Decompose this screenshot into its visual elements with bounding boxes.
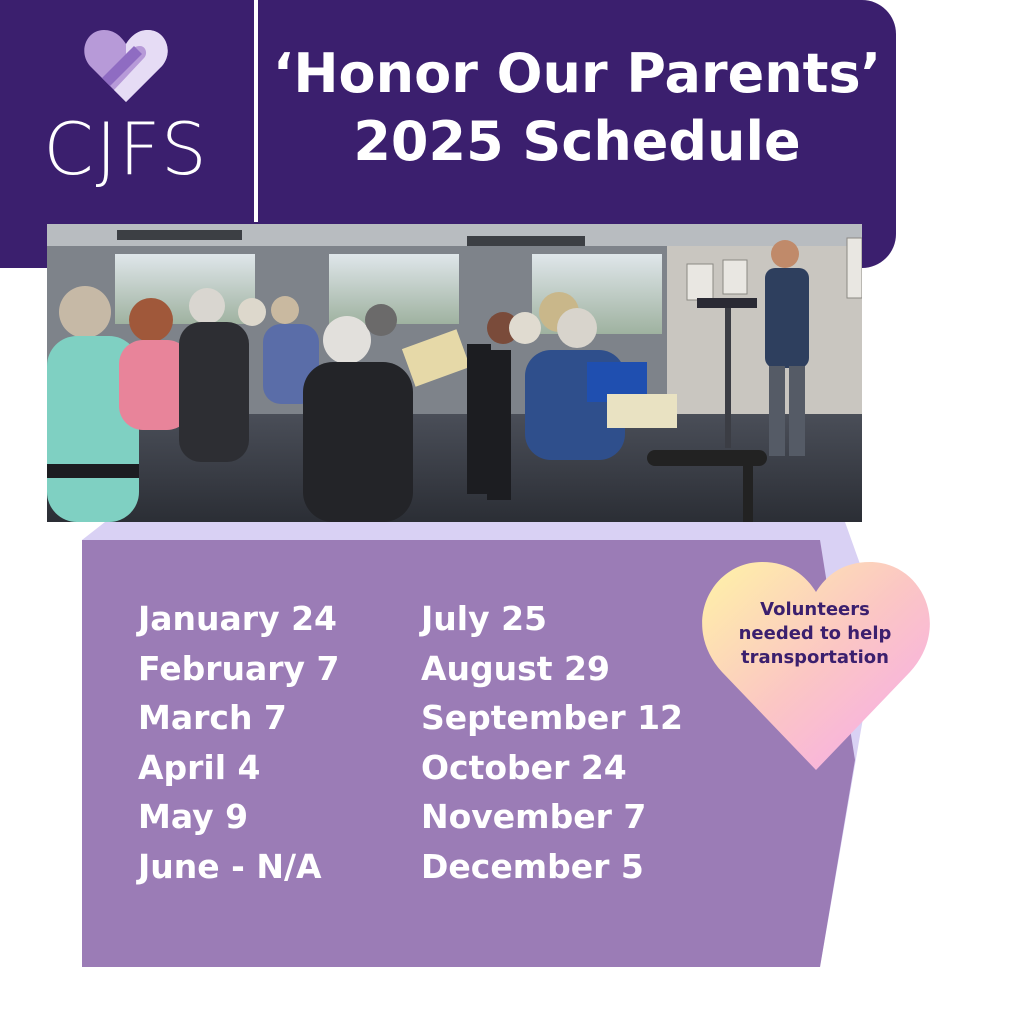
title-line-2: 2025 Schedule (353, 110, 801, 173)
schedule-date: June - N/A (138, 846, 322, 886)
schedule-date: February 7 (138, 648, 340, 688)
schedule-date: September 12 (421, 698, 684, 737)
schedule-column-2 (421, 594, 683, 891)
schedule-date: December 5 (421, 846, 644, 886)
schedule-date: April 4 (138, 747, 261, 787)
callout-line-2: needed to help (738, 623, 892, 644)
schedule-date: August 29 (421, 648, 610, 688)
volunteer-callout (710, 598, 920, 670)
schedule-date: July 25 (421, 599, 548, 638)
schedule-date: March 7 (138, 698, 287, 737)
schedule-date: January 24 (138, 599, 337, 638)
schedule-date: October 24 (421, 747, 627, 787)
title-line-1: ‘Honor Our Parents’ (272, 42, 882, 105)
schedule-date: November 7 (421, 797, 647, 836)
callout-line-3: transportation (741, 647, 889, 668)
logo-wordmark: CJFS (43, 107, 209, 191)
callout-line-1: Volunteers (760, 599, 870, 620)
schedule-column-1 (138, 594, 339, 891)
schedule-date: May 9 (138, 797, 249, 836)
